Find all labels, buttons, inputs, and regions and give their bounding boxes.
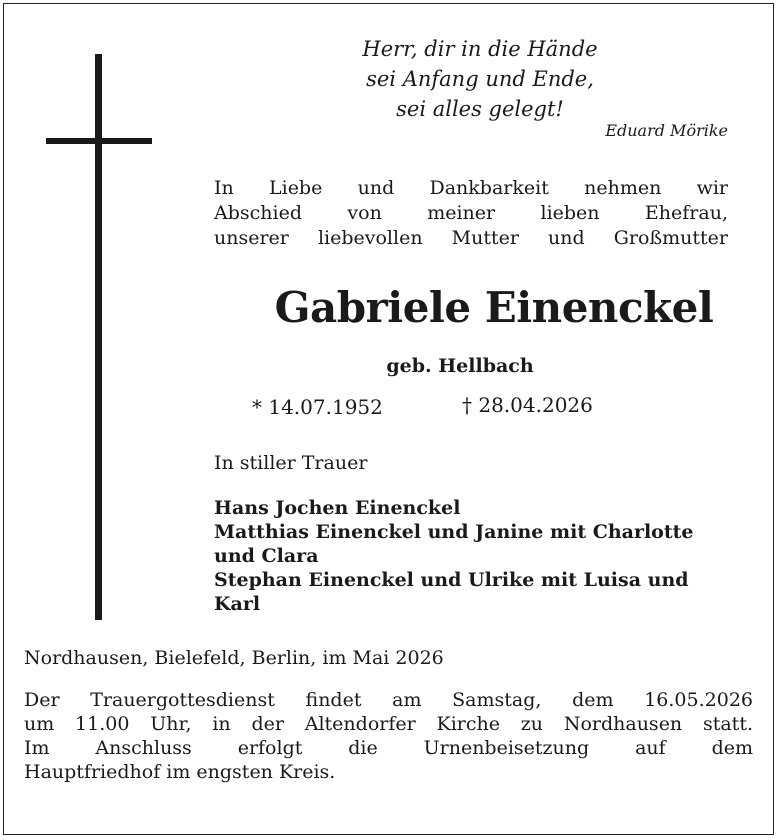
service-line: Im Anschluss erfolgt die Urnenbeisetzung auf dem	[24, 737, 753, 759]
service-line: um 11.00 Uhr, in der Altendorfer Kirche zu Nordhausen statt.	[24, 713, 753, 735]
family-line: Hans Jochen Einenckel	[214, 497, 461, 519]
poem-line: Herr, dir in die Hände	[362, 37, 598, 61]
family-list	[214, 496, 754, 616]
poem	[300, 34, 660, 124]
poem-line: sei Anfang und Ende,	[366, 67, 594, 91]
birth-date: * 14.07.1952	[252, 395, 383, 419]
death-date: † 28.04.2026	[462, 393, 593, 417]
service-line: Der Trauergottesdienst findet am Samstag, dem 16.05.2026	[24, 689, 753, 711]
intro-line: In Liebe und Dankbarkeit nehmen wir	[214, 177, 728, 199]
birth-name: geb. Hellbach	[386, 355, 534, 377]
family-line: Stephan Einenckel und Ulrike mit Luisa und	[214, 569, 689, 591]
deceased-name: Gabriele Einenckel	[274, 283, 714, 332]
poem-author: Eduard Mörike	[605, 121, 728, 140]
family-line: Karl	[214, 593, 261, 615]
intro-text	[214, 176, 728, 251]
intro-line: unserer liebevollen Mutter und Großmutter	[214, 227, 728, 249]
service-line: Hauptfriedhof im engsten Kreis.	[24, 761, 336, 783]
mourning-phrase: In stiller Trauer	[214, 452, 368, 474]
places-date: Nordhausen, Bielefeld, Berlin, im Mai 2026	[24, 647, 444, 669]
service-info	[24, 688, 753, 784]
intro-line: Abschied von meiner lieben Ehefrau,	[214, 202, 728, 224]
cross-icon-bar	[46, 138, 152, 144]
poem-line: sei alles gelegt!	[396, 97, 564, 121]
family-line: Matthias Einenckel und Janine mit Charlotte	[214, 521, 694, 543]
family-line: und Clara	[214, 545, 319, 567]
